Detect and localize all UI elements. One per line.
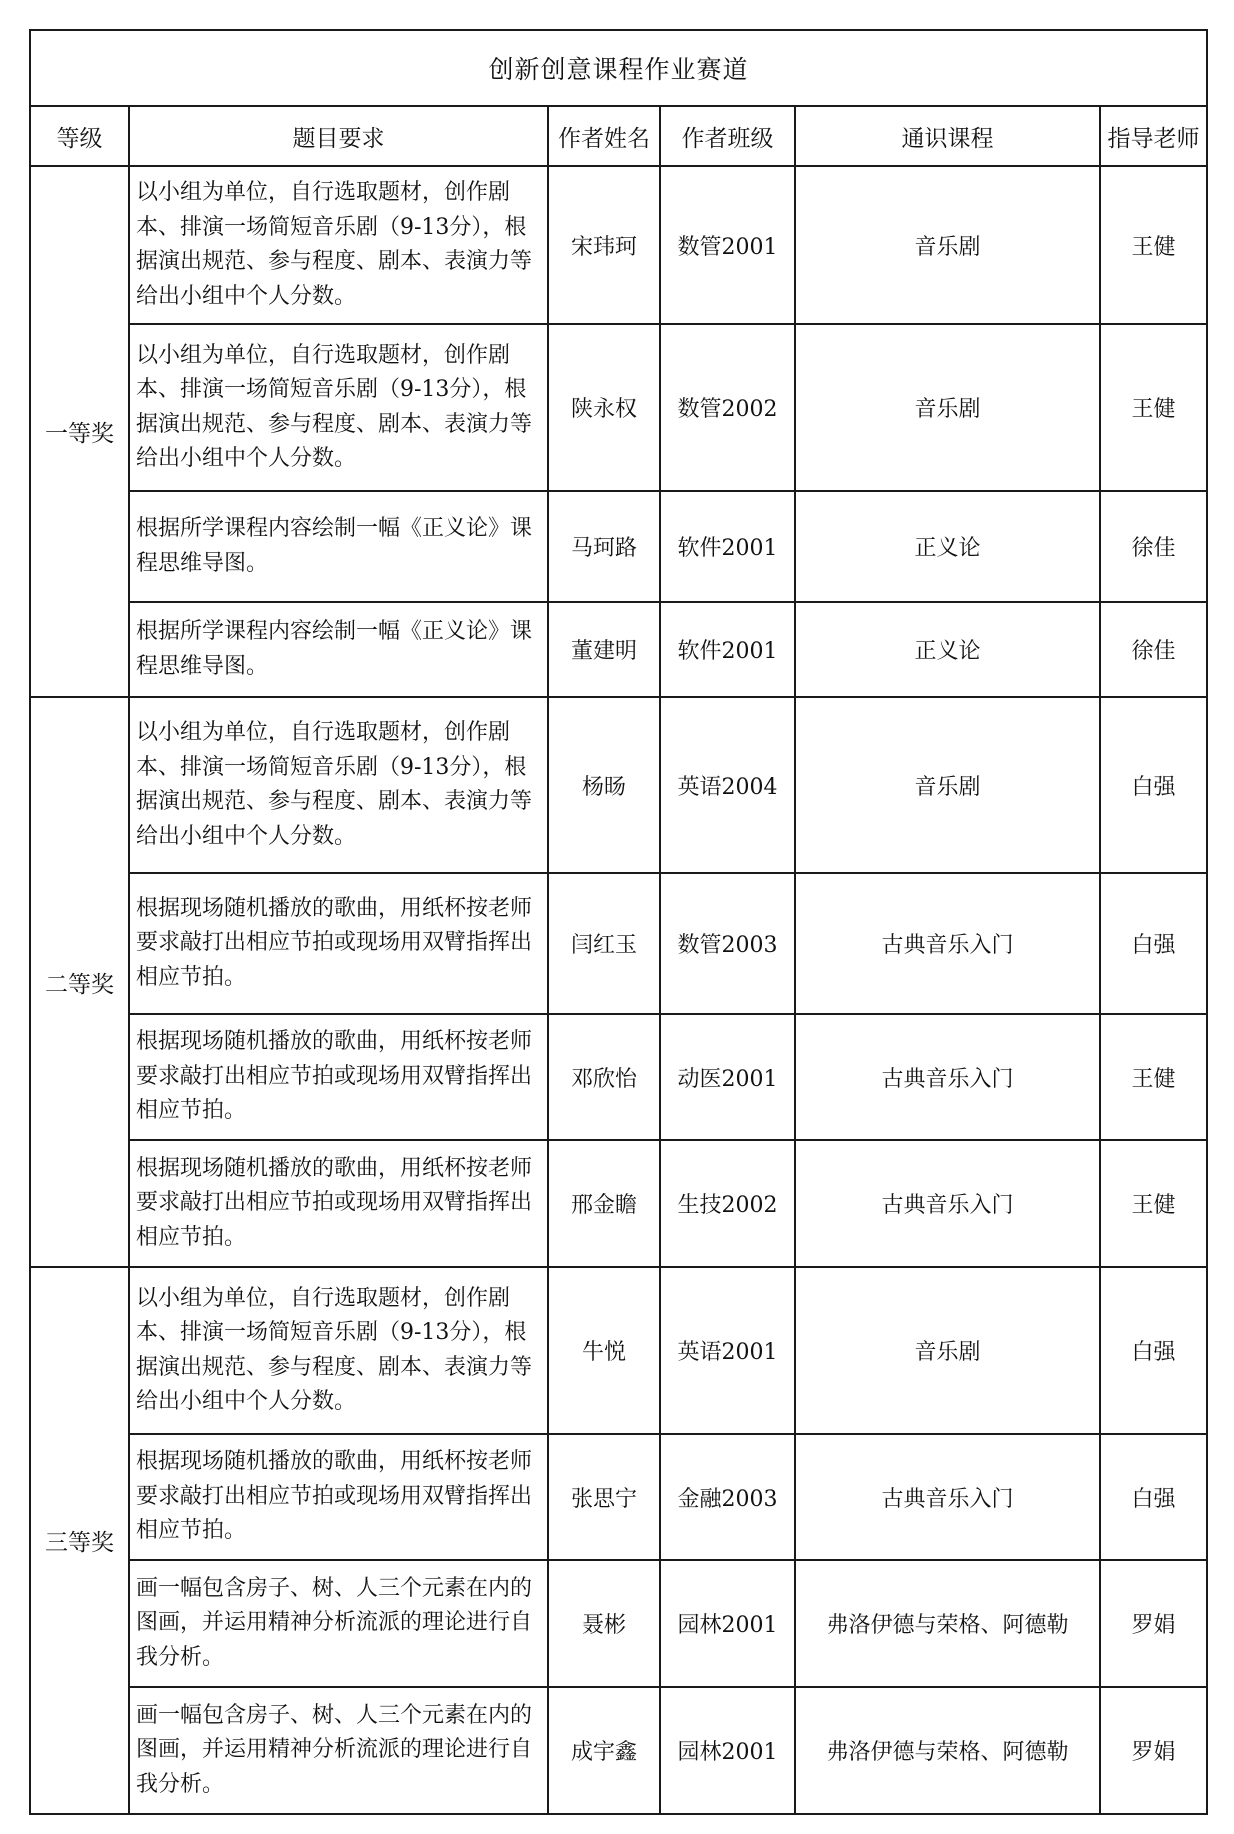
header-row (30, 106, 1207, 166)
table-row (30, 1687, 1207, 1814)
teacher-cell: 白强 (1100, 1267, 1207, 1434)
teacher-cell: 王健 (1100, 166, 1207, 324)
course-cell: 弗洛伊德与荣格、阿德勒 (795, 1560, 1100, 1687)
class-cell: 数管2002 (660, 324, 795, 491)
table-row (30, 491, 1207, 602)
course-cell: 音乐剧 (795, 697, 1100, 873)
header-author: 作者姓名 (548, 106, 660, 166)
header-requirement: 题目要求 (129, 106, 548, 166)
teacher-cell: 王健 (1100, 1014, 1207, 1140)
teacher-cell: 白强 (1100, 697, 1207, 873)
header-teacher: 指导老师 (1100, 106, 1207, 166)
requirement-cell: 以小组为单位，自行选取题材，创作剧本、排演一场简短音乐剧（9-13分），根据演出规范、参与程度、剧本、表演力等给出小组中个人分数。 (129, 166, 548, 324)
author-cell: 聂彬 (548, 1560, 660, 1687)
table-row (30, 1434, 1207, 1560)
author-cell: 成宇鑫 (548, 1687, 660, 1814)
title-row (30, 30, 1207, 106)
course-cell: 音乐剧 (795, 166, 1100, 324)
requirement-cell: 根据现场随机播放的歌曲，用纸杯按老师要求敲打出相应节拍或现场用双臂指挥出相应节拍。 (129, 1014, 548, 1140)
teacher-cell: 白强 (1100, 873, 1207, 1014)
author-cell: 邓欣怡 (548, 1014, 660, 1140)
requirement-cell: 以小组为单位，自行选取题材，创作剧本、排演一场简短音乐剧（9-13分），根据演出规范、参与程度、剧本、表演力等给出小组中个人分数。 (129, 1267, 548, 1434)
course-cell: 正义论 (795, 602, 1100, 697)
class-cell: 生技2002 (660, 1140, 795, 1267)
class-cell: 金融2003 (660, 1434, 795, 1560)
author-cell: 邢金瞻 (548, 1140, 660, 1267)
requirement-cell: 根据所学课程内容绘制一幅《正义论》课程思维导图。 (129, 491, 548, 602)
course-cell: 古典音乐入门 (795, 1014, 1100, 1140)
requirement-cell: 画一幅包含房子、树、人三个元素在内的图画，并运用精神分析流派的理论进行自我分析。 (129, 1560, 548, 1687)
class-cell: 英语2004 (660, 697, 795, 873)
class-cell: 数管2001 (660, 166, 795, 324)
level-first-prize: 一等奖 (30, 166, 129, 697)
class-cell: 英语2001 (660, 1267, 795, 1434)
award-table (29, 29, 1208, 1815)
document-sheet (29, 29, 1206, 1815)
author-cell: 董建明 (548, 602, 660, 697)
level-second-prize: 二等奖 (30, 697, 129, 1267)
teacher-cell: 徐佳 (1100, 602, 1207, 697)
author-cell: 陕永权 (548, 324, 660, 491)
teacher-cell: 王健 (1100, 324, 1207, 491)
table-row (30, 1140, 1207, 1267)
level-third-prize: 三等奖 (30, 1267, 129, 1814)
author-cell: 杨旸 (548, 697, 660, 873)
requirement-cell: 根据现场随机播放的歌曲，用纸杯按老师要求敲打出相应节拍或现场用双臂指挥出相应节拍。 (129, 1434, 548, 1560)
class-cell: 软件2001 (660, 491, 795, 602)
table-row (30, 602, 1207, 697)
course-cell: 正义论 (795, 491, 1100, 602)
table-row (30, 1267, 1207, 1434)
table-row (30, 1560, 1207, 1687)
teacher-cell: 罗娟 (1100, 1687, 1207, 1814)
author-cell: 牛悦 (548, 1267, 660, 1434)
course-cell: 弗洛伊德与荣格、阿德勒 (795, 1687, 1100, 1814)
course-cell: 音乐剧 (795, 324, 1100, 491)
course-cell: 古典音乐入门 (795, 873, 1100, 1014)
course-cell: 音乐剧 (795, 1267, 1100, 1434)
author-cell: 闫红玉 (548, 873, 660, 1014)
class-cell: 动医2001 (660, 1014, 795, 1140)
author-cell: 宋玮珂 (548, 166, 660, 324)
teacher-cell: 白强 (1100, 1434, 1207, 1560)
table-row (30, 166, 1207, 324)
class-cell: 数管2003 (660, 873, 795, 1014)
requirement-cell: 根据现场随机播放的歌曲，用纸杯按老师要求敲打出相应节拍或现场用双臂指挥出相应节拍。 (129, 873, 548, 1014)
table-row (30, 324, 1207, 491)
class-cell: 园林2001 (660, 1687, 795, 1814)
header-course: 通识课程 (795, 106, 1100, 166)
course-cell: 古典音乐入门 (795, 1434, 1100, 1560)
class-cell: 园林2001 (660, 1560, 795, 1687)
author-cell: 张思宁 (548, 1434, 660, 1560)
teacher-cell: 徐佳 (1100, 491, 1207, 602)
teacher-cell: 王健 (1100, 1140, 1207, 1267)
teacher-cell: 罗娟 (1100, 1560, 1207, 1687)
header-level: 等级 (30, 106, 129, 166)
requirement-cell: 根据所学课程内容绘制一幅《正义论》课程思维导图。 (129, 602, 548, 697)
course-cell: 古典音乐入门 (795, 1140, 1100, 1267)
class-cell: 软件2001 (660, 602, 795, 697)
requirement-cell: 画一幅包含房子、树、人三个元素在内的图画，并运用精神分析流派的理论进行自我分析。 (129, 1687, 548, 1814)
requirement-cell: 以小组为单位，自行选取题材，创作剧本、排演一场简短音乐剧（9-13分），根据演出规范、参与程度、剧本、表演力等给出小组中个人分数。 (129, 324, 548, 491)
requirement-cell: 以小组为单位，自行选取题材，创作剧本、排演一场简短音乐剧（9-13分），根据演出规范、参与程度、剧本、表演力等给出小组中个人分数。 (129, 697, 548, 873)
requirement-cell: 根据现场随机播放的歌曲，用纸杯按老师要求敲打出相应节拍或现场用双臂指挥出相应节拍。 (129, 1140, 548, 1267)
table-row (30, 697, 1207, 873)
author-cell: 马珂路 (548, 491, 660, 602)
header-class: 作者班级 (660, 106, 795, 166)
table-row (30, 1014, 1207, 1140)
table-row (30, 873, 1207, 1014)
table-title: 创新创意课程作业赛道 (30, 30, 1207, 106)
